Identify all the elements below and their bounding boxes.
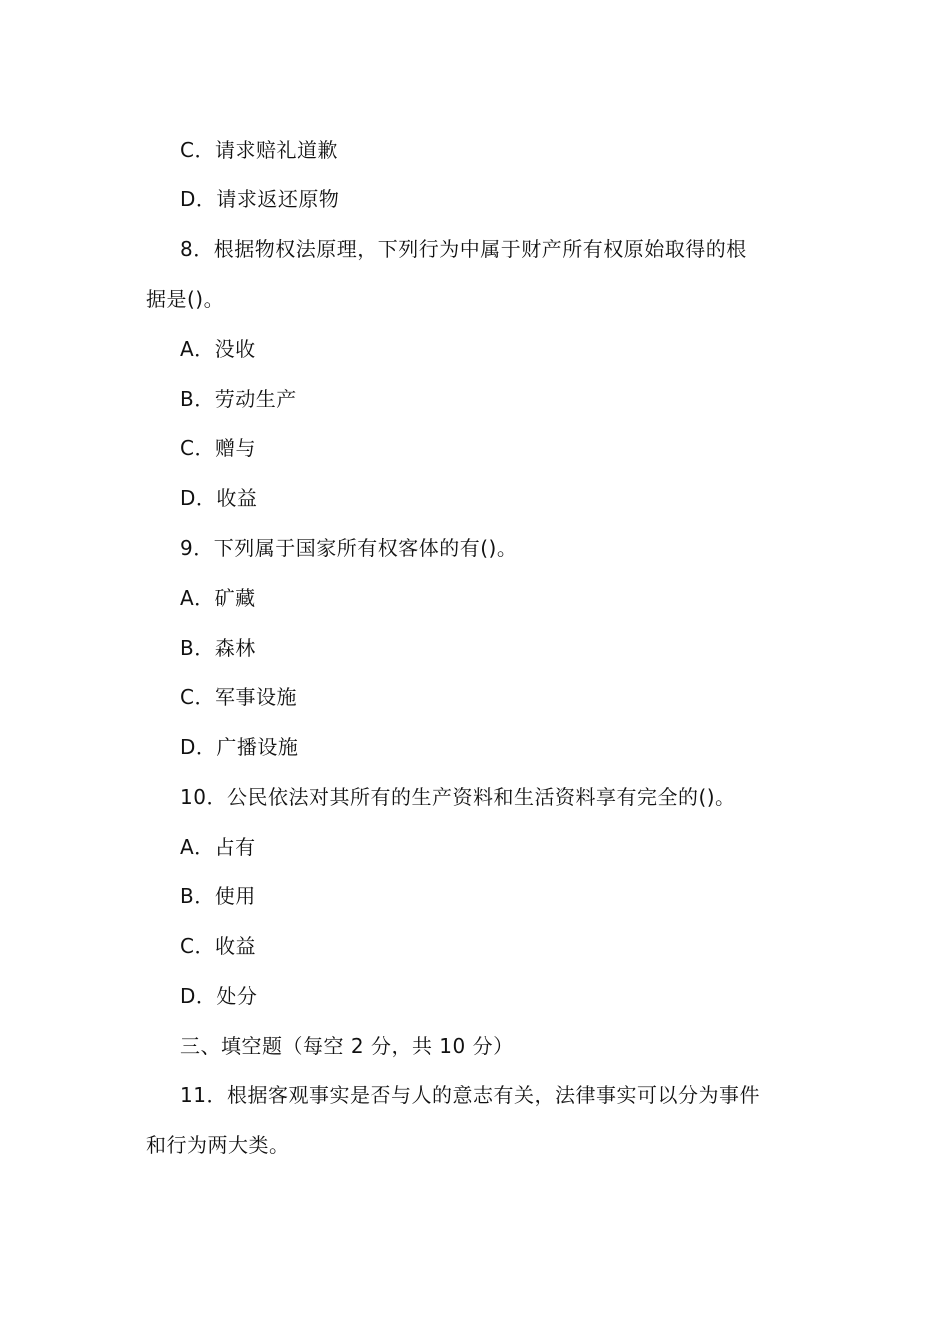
question-8-option-b: B．劳动生产 — [180, 387, 297, 411]
option-c-apology: C．请求赔礼道歉 — [180, 138, 338, 162]
section-3-heading: 三、填空题（每空 2 分，共 10 分） — [180, 1034, 514, 1058]
question-9-option-d: D．广播设施 — [180, 735, 299, 759]
question-10-option-c: C．收益 — [180, 934, 256, 958]
question-10-option-a: A．占有 — [180, 835, 256, 859]
question-11-text-continued: 和行为两大类。 — [146, 1133, 290, 1157]
question-8-text-continued: 据是()。 — [146, 287, 225, 311]
question-8-text: 8．根据物权法原理，下列行为中属于财产所有权原始取得的根 — [180, 237, 747, 261]
question-10-option-b: B．使用 — [180, 884, 256, 908]
question-8-option-c: C．赠与 — [180, 436, 256, 460]
question-11-text: 11．根据客观事实是否与人的意志有关，法律事实可以分为事件 — [180, 1083, 760, 1107]
question-9-text: 9．下列属于国家所有权客体的有()。 — [180, 536, 518, 560]
question-9-option-c: C．军事设施 — [180, 685, 297, 709]
question-10-option-d: D．处分 — [180, 984, 258, 1008]
question-10-text: 10．公民依法对其所有的生产资料和生活资料享有完全的()。 — [180, 785, 736, 809]
question-9-option-a: A．矿藏 — [180, 586, 256, 610]
question-8-option-a: A．没收 — [180, 337, 256, 361]
question-8-option-d: D．收益 — [180, 486, 258, 510]
question-9-option-b: B．森林 — [180, 636, 256, 660]
option-d-return-property: D．请求返还原物 — [180, 187, 340, 211]
